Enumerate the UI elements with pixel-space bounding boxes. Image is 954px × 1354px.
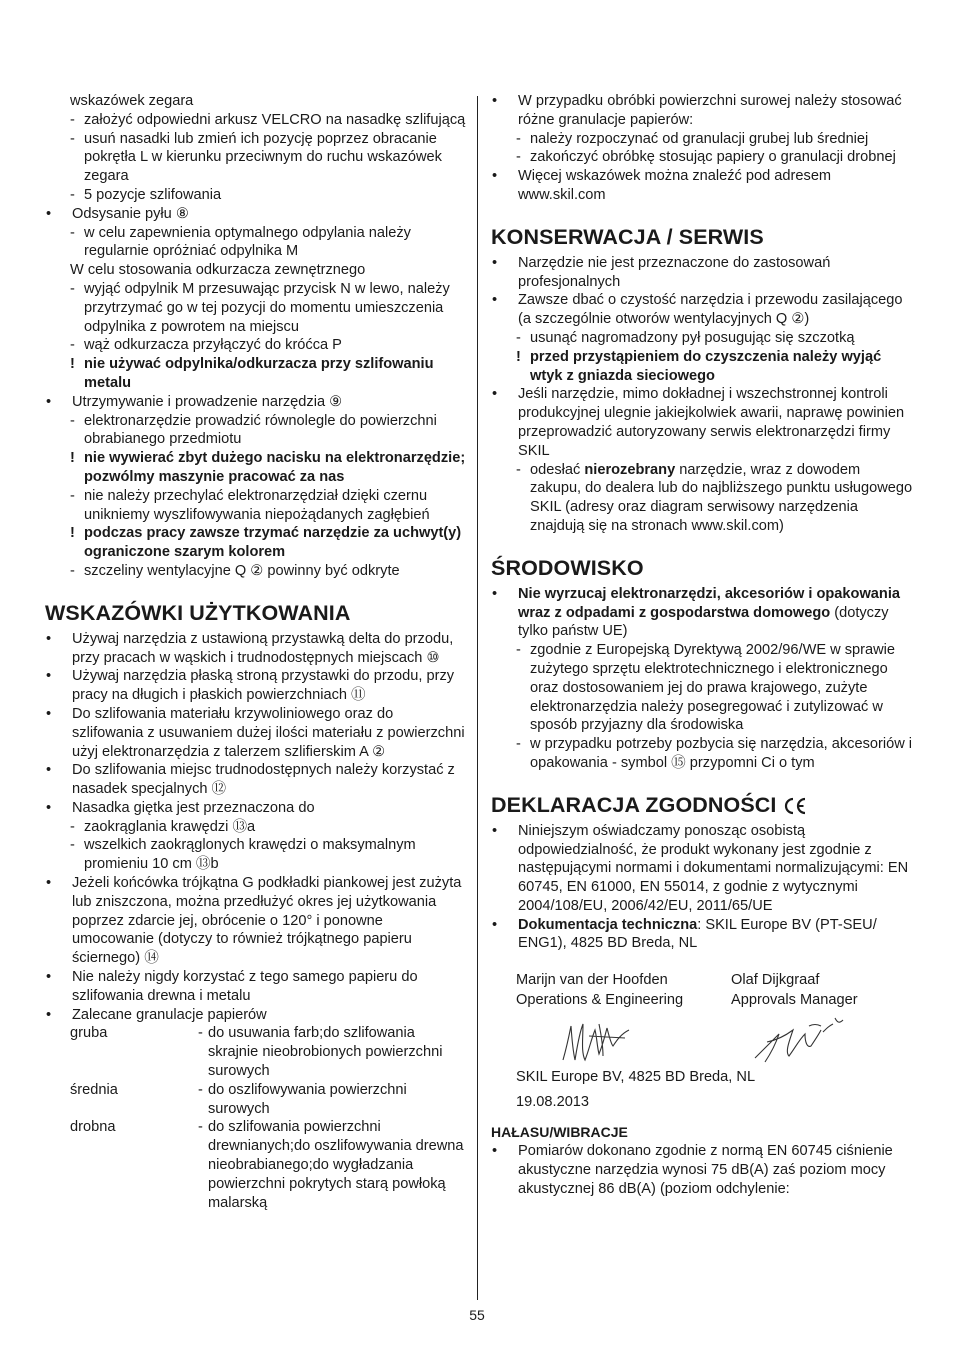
srodowisko-list xyxy=(491,585,913,773)
bullet-item xyxy=(491,92,913,130)
bullet-marker: • xyxy=(46,205,52,222)
column-divider xyxy=(477,96,478,1300)
grit-description: do szlifowania powierzchni drewnianych;do oszlifowywania drewna nieobrabianego;do wygładzania powierzchni pokrytych starą powłoką malarską xyxy=(208,1119,464,1211)
item-text: Jeśli narzędzie, mimo dokładnej i wszechstronnej kontroli produkcyjnej ulegnie jakiejkolwiek awarii, naprawę powinien przeprowadzić autoryzowany serwis elektronarzędzi firmy SKIL xyxy=(518,386,905,459)
text-segment: narzędzie, wraz z dowodem zakupu, do dealera lub do najbliższego punktu usługowego SKIL (adresy oraz diagram serwisowy narzędzenia znajdują się na stronach www.skil.com) xyxy=(530,461,913,534)
deklaracja-title-text: DEKLARACJA ZGODNOŚCI xyxy=(491,792,777,817)
signatory-roles xyxy=(491,991,913,1010)
signature-area xyxy=(491,1010,913,1070)
bullet-marker: • xyxy=(46,393,52,410)
dash-marker: - xyxy=(516,329,521,346)
dash-marker: - xyxy=(70,837,75,854)
section-title-deklaracja xyxy=(491,793,913,817)
dash-marker: - xyxy=(70,224,75,241)
section-title-srodowisko: ŚRODOWISKO xyxy=(491,555,644,580)
signatory-1-name: Marijn van der Hoofden xyxy=(516,972,668,989)
item-text: podczas pracy zawsze trzymać narzędzie za uchwyt(y) ograniczone szarym kolorem xyxy=(84,525,462,561)
bullet-item xyxy=(45,761,467,799)
signatory-2-name: Olaf Dijkgraaf xyxy=(731,972,820,989)
grit-table xyxy=(45,1024,467,1212)
bullet-marker: • xyxy=(46,1006,52,1023)
signature-1-icon xyxy=(559,1016,639,1066)
grit-grid xyxy=(45,1024,467,1212)
bullet-marker: • xyxy=(46,705,52,722)
bold-segment: nierozebrany xyxy=(584,461,676,478)
bullet-item xyxy=(491,822,913,916)
bullet-item xyxy=(45,205,467,224)
dash-item xyxy=(45,336,467,355)
item-text: Używaj narzędzia z ustawioną przystawką delta do przodu, przy pracach w wąskich i trudnodostępnych miejscach ⑩ xyxy=(72,630,454,666)
grit-description: do oszlifowywania powierzchni surowych xyxy=(208,1081,407,1117)
item-text: nie należy przechylać elektronarzędział dzięki czernu unikniemy wyszlifowywania niepożądanych zagłębień xyxy=(84,487,430,523)
item-text: Nie należy nigdy korzystać z tego samego papieru do szlifowania drewna i metalu xyxy=(72,969,418,1004)
item-text: wyjąć odpylnik M przesuwając przycisk N w lewo, należy przytrzymać go w tej pozycji do momentu umieszczenia odpylnika z powrotem na miejscu xyxy=(84,280,450,335)
left-column xyxy=(45,92,467,1212)
item-text: W przypadku obróbki powierzchni surowej należy stosować różne granulacje papierów: xyxy=(518,93,902,128)
company-line: SKIL Europe BV, 4825 BD Breda, NL xyxy=(516,1068,756,1085)
page-number: 55 xyxy=(469,1307,485,1323)
text-line: wskazówek zegara xyxy=(70,93,194,109)
item-text: należy rozpoczynać od granulacji grubej lub średniej xyxy=(530,130,869,147)
item-text: wszelkich zaokrąglonych krawędzi o maksymalnym promieniu 10 cm ⑬b xyxy=(84,837,416,873)
item-text: Do szlifowania materiału krzywoliniowego oraz do szlifowania z usuwaniem dużej ilości materiału z powierzchni użyj elektronarzędzia z talerzem szlifierskim A ② xyxy=(72,705,465,760)
bullet-item xyxy=(45,799,467,818)
dash-marker: - xyxy=(516,130,521,147)
item-text: Używaj narzędzia płaską stroną przystawki do przodu, przy pracy na długich i płaskich powierzchniach ⑪ xyxy=(72,668,455,704)
grit-name: gruba xyxy=(70,1025,108,1042)
bullet-marker: • xyxy=(46,799,52,816)
dash-item xyxy=(45,818,467,837)
dash-marker: - xyxy=(198,1025,203,1042)
item-text xyxy=(530,461,913,536)
item-text xyxy=(518,585,913,641)
signatory-names xyxy=(491,971,913,990)
warning-marker: ! xyxy=(70,525,75,542)
dash-marker: - xyxy=(516,736,521,753)
dash-marker: - xyxy=(198,1081,203,1098)
item-text: wąż odkurzacza przyłączyć do króćca P xyxy=(84,337,342,354)
dash-item xyxy=(491,461,913,536)
bullet-item xyxy=(45,667,467,705)
bullet-item xyxy=(491,254,913,292)
dash-marker: - xyxy=(70,818,75,835)
item-text: Utrzymywanie i prowadzenie narzędzia ⑨ xyxy=(72,393,343,410)
declaration-date: 19.08.2013 xyxy=(516,1093,590,1110)
item-text: 5 pozycje szlifowania xyxy=(84,186,222,203)
text-segment: : SKIL Europe BV (PT-SEU/ ENG1), 4825 BD Breda, NL xyxy=(518,916,877,952)
signatory-1-role: Operations & Engineering xyxy=(516,992,684,1009)
item-text: nie wywierać zbyt dużego nacisku na elektronarzędzie; pozwólmy maszynie pracować za nas xyxy=(84,450,466,485)
item-text: Więcej wskazówek można znaleźć pod adresem www.skil.com xyxy=(518,168,832,203)
bullet-item xyxy=(491,385,913,460)
item-text: przed przystąpieniem do czyszczenia należy wyjąć wtyk z gniazda sieciowego xyxy=(530,348,882,384)
dash-marker: - xyxy=(516,461,521,478)
bold-segment: Dokumentacja techniczna xyxy=(518,916,698,933)
grit-name: średnia xyxy=(70,1081,118,1098)
bullet-item xyxy=(45,705,467,761)
bullet-marker: • xyxy=(492,585,498,602)
dash-marker: - xyxy=(70,280,75,297)
item-text: nie używać odpylnika/odkurzacza przy szlifowaniu metalu xyxy=(84,356,434,391)
bullet-item xyxy=(45,874,467,968)
bullet-marker: • xyxy=(492,254,498,271)
warning-marker: ! xyxy=(516,348,521,365)
signatory-2-role: Approvals Manager xyxy=(731,992,858,1009)
item-text: elektronarzędzie prowadzić równolegle do powierzchni obrabianego przedmiotu xyxy=(84,412,437,448)
dash-marker: - xyxy=(70,186,75,203)
dash-item xyxy=(491,329,913,348)
halas-list xyxy=(491,1142,913,1198)
bullet-item xyxy=(45,630,467,668)
item-text: Do szlifowania miejsc trudnodostępnych należy korzystać z nasadek specjalnych ⑫ xyxy=(72,762,455,798)
warning-marker: ! xyxy=(70,356,75,373)
item-text: zakończyć obróbkę stosując papiery o granulacji drobnej xyxy=(530,149,896,166)
dash-marker: - xyxy=(70,337,75,354)
item-text: usunąć nagromadzony pył posugując się szczotką xyxy=(530,329,855,346)
item-text: Nasadka giętka jest przeznaczona do xyxy=(72,799,315,816)
bullet-item xyxy=(45,968,467,1006)
dash-item xyxy=(45,487,467,525)
dash-item xyxy=(45,412,467,450)
text-segment: odesłać xyxy=(530,461,585,478)
bullet-marker: • xyxy=(492,292,498,309)
bullet-marker: • xyxy=(46,630,52,647)
bullet-marker: • xyxy=(492,93,498,109)
dash-marker: - xyxy=(70,130,75,147)
bullet-item xyxy=(45,393,467,412)
item-text xyxy=(518,916,913,954)
item-text: zaokrąglania krawędzi ⑬a xyxy=(84,818,256,835)
wskazowki-list xyxy=(45,630,467,1025)
dash-item xyxy=(491,641,913,735)
bullet-marker: • xyxy=(46,668,52,685)
dash-marker: - xyxy=(70,111,75,128)
dash-marker: - xyxy=(70,562,75,579)
signature-2-icon xyxy=(749,1012,849,1066)
bold-segment: Nie wyrzucaj elektronarzędzi, akcesoriów i opakowania wraz z odpadami z gospodarstwa domowego xyxy=(518,585,901,621)
item-text: Niniejszym oświadczamy ponosząc osobistą odpowiedzialność, że produkt wykonany jest zgodnie z następującymi normami i dokumentami normalizującymi: EN 60745, EN 61000, EN 55014, z godnie z wytycznymi 2004/108/EU, 2006/42/EU, 2011/65/UE xyxy=(518,822,909,914)
item-text: założyć odpowiedni arkusz VELCRO na nasadkę szlifującą xyxy=(84,111,466,128)
konserwacja-list xyxy=(491,254,913,536)
item-text: Odsysanie pyłu ⑧ xyxy=(72,205,189,222)
bullet-item xyxy=(491,1142,913,1198)
grit-description: do usuwania farb;do szlifowania skrajnie nieobrobionych powierzchni surowych xyxy=(208,1025,443,1080)
right-column xyxy=(491,92,913,1199)
bullet-marker: • xyxy=(492,916,498,933)
ce-mark-icon xyxy=(783,797,807,815)
warning-item xyxy=(45,524,467,562)
text-segment: (dotyczy tylko państw UE) xyxy=(518,604,889,640)
item-text: Pomiarów dokonano zgodnie z normą EN 60745 ciśnienie akustyczne narzędzia wynosi 75 dB(A) zaś poziom mocy akustycznej 86 dB(A) (poziom odchylenie: xyxy=(518,1143,893,1197)
dash-marker: - xyxy=(198,1119,203,1136)
dash-item xyxy=(45,836,467,874)
bullet-marker: • xyxy=(492,1143,498,1160)
item-text: w celu zapewnienia optymalnego odpylania należy regularnie opróżniać odpylnika M xyxy=(84,224,411,260)
bullet-item xyxy=(491,167,913,205)
item-text: w przypadku potrzeby pozbycia się narzędzia, akcesoriów i opakowania - symbol ⑮ przypomni Ci o tym xyxy=(530,736,913,771)
dash-item xyxy=(491,148,913,167)
text-line: W celu stosowania odkurzacza zewnętrznego xyxy=(70,262,366,279)
dash-marker: - xyxy=(70,412,75,429)
dash-item xyxy=(45,562,467,581)
warning-item xyxy=(45,449,467,487)
deklaracja-list xyxy=(491,822,913,954)
warning-marker: ! xyxy=(70,450,75,467)
dash-marker: - xyxy=(70,487,75,504)
section-title-halas: HAŁASU/WIBRACJE xyxy=(491,1124,628,1141)
bullet-marker: • xyxy=(46,762,52,779)
bullet-item xyxy=(45,1006,467,1025)
item-text: Jeżeli końcówka trójkątna G podkładki piankowej jest zużyta lub zniszczona, można przedłużyć okres jej użytkowania poprzez zdarcie jej, obrócenie o 120° i ponowne umocowanie (dotyczy to również trójkątnego papieru ściernego) ⑭ xyxy=(72,875,462,967)
item-text: Zalecane granulacje papierów xyxy=(72,1006,267,1023)
bullet-marker: • xyxy=(492,822,498,839)
warning-item xyxy=(491,348,913,386)
item-text: usuń nasadki lub zmień ich pozycję poprzez obracanie pokrętła L w kierunku przeciwnym do ruchu wskazówek zegara xyxy=(84,130,442,185)
bullet-item xyxy=(491,291,913,329)
bullet-item xyxy=(491,916,913,954)
dash-item xyxy=(491,130,913,149)
dash-item xyxy=(45,111,467,130)
bullet-marker: • xyxy=(46,969,52,986)
bullet-marker: • xyxy=(46,875,52,892)
dash-item xyxy=(45,186,467,205)
warning-item xyxy=(45,355,467,393)
grit-name: drobna xyxy=(70,1119,116,1136)
bullet-marker: • xyxy=(492,168,498,185)
right-intro-list xyxy=(491,92,913,205)
dash-item xyxy=(45,224,467,262)
item-text: Zawsze dbać o czystość narzędzia i przewodu zasilającego (a szczególnie otworów wentylacyjnych Q ②) xyxy=(518,292,903,328)
item-text: zgodnie z Europejską Dyrektywą 2002/96/WE w sprawie zużytego sprzętu elektrotechnicznego i elektronicznego oraz dostosowaniem jej do prawa krajowego, zużyte elektronarzędzia należy posegregować i zutylizować w sposób przyjazny dla środowiska xyxy=(530,642,896,734)
section-title-konserwacja: KONSERWACJA / SERWIS xyxy=(491,224,764,249)
dash-marker: - xyxy=(516,642,521,659)
section-title-wskazowki: WSKAZÓWKI UŻYTKOWANIA xyxy=(45,600,351,625)
dash-item xyxy=(45,280,467,336)
bullet-item xyxy=(491,585,913,641)
bullet-marker: • xyxy=(492,386,498,403)
dash-item xyxy=(491,735,913,773)
item-text: szczeliny wentylacyjne Q ② powinny być odkryte xyxy=(84,562,400,579)
item-text: Narzędzie nie jest przeznaczone do zastosowań profesjonalnych xyxy=(518,254,831,290)
dash-marker: - xyxy=(516,149,521,166)
dash-item xyxy=(45,130,467,186)
left-intro-list xyxy=(45,92,467,581)
